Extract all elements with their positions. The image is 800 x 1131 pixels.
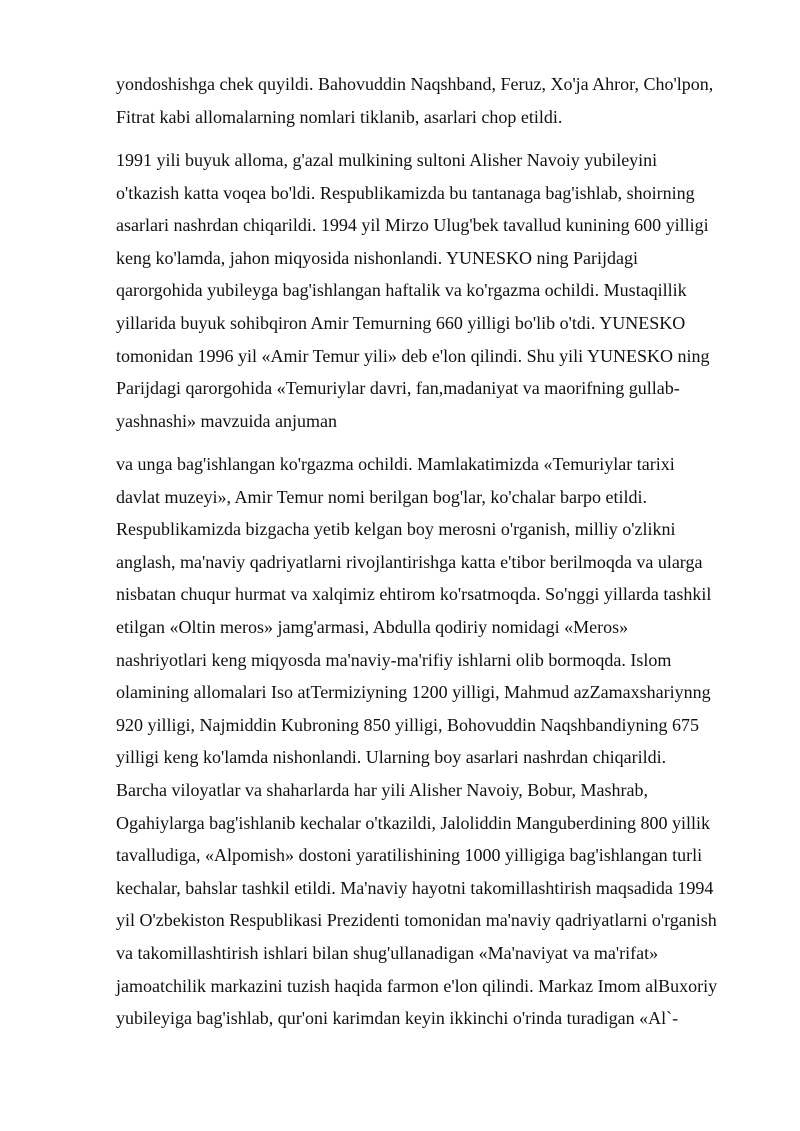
text-line: Ogahiylarga bag'ishlanib kechalar o'tkazildi, Jaloliddin Manguberdining 800 yillik bbox=[116, 812, 711, 833]
paragraph-3 bbox=[116, 448, 766, 1035]
text-line: va unga bag'ishlangan ko'rgazma ochildi. Mamlakatimizda «Temuriylar tarixi bbox=[116, 454, 675, 474]
text-line: anglash, ma'naviy qadriyatlarni rivojlantirishga katta e'tibor berilmoqda va ularga bbox=[116, 551, 703, 572]
text-line: tomonidan 1996 yil «Amir Temur yili» deb e'lon qilindi. Shu yili YUNESKO ning bbox=[116, 345, 710, 366]
paragraph-1 bbox=[116, 68, 766, 133]
text-line: 920 yilligi, Najmiddin Kubroning 850 yilligi, Bohovuddin Naqshbandiyning 675 bbox=[116, 714, 699, 735]
text-line: asarlari nashrdan chiqarildi. 1994 yil Mirzo Ulug'bek tavallud kunining 600 yilligi bbox=[116, 215, 709, 236]
text-line: davlat muzeyi», Amir Temur nomi berilgan bog'lar, ko'chalar barpo etildi. bbox=[116, 486, 648, 507]
text-line: 1991 yili buyuk alloma, g'azal mulkining sultoni Alisher Navoiy yubileyini bbox=[116, 150, 658, 170]
text-line: kechalar, bahslar tashkil etildi. Ma'naviy hayotni takomillashtirish maqsadida 1994 bbox=[116, 877, 714, 898]
text-line: etilgan «Oltin meros» jamg'armasi, Abdulla qodiriy nomidagi «Meros» bbox=[116, 616, 629, 637]
text-line: va takomillashtirish ishlari bilan shug'ullanadigan «Ma'naviyat va ma'rifat» bbox=[116, 942, 659, 963]
paragraph-2 bbox=[116, 144, 766, 437]
text-line: jamoatchilik markazini tuzish haqida farmon e'lon qilindi. Markaz Imom alBuxoriy bbox=[116, 975, 718, 996]
text-line: yil O'zbekiston Respublikasi Prezidenti tomonidan ma'naviy qadriyatlarni o'rganish bbox=[116, 910, 717, 931]
text-line: o'tkazish katta voqea bo'ldi. Respublikamizda bu tantanaga bag'ishlab, shoirning bbox=[116, 182, 695, 203]
text-line: yubileyiga bag'ishlab, qur'oni karimdan keyin ikkinchi o'rinda turadigan «Al`- bbox=[116, 1008, 679, 1029]
text-line: yondoshishga chek quyildi. Bahovuddin Naqshband, Feruz, Xo'ja Ahror, Cho'lpon, bbox=[116, 74, 714, 94]
text-line: Fitrat kabi allomalarning nomlari tiklanib, asarlari chop etildi. bbox=[116, 106, 563, 127]
text-line: tavalludiga, «Alpomish» dostoni yaratilishining 1000 yilligiga bag'ishlangan turli bbox=[116, 845, 703, 866]
text-line: keng ko'lamda, jahon miqyosida nishonlandi. YUNESKO ning Parijdagi bbox=[116, 247, 639, 268]
text-line: yashnashi» mavzuida anjuman bbox=[116, 410, 337, 431]
text-line: yillarida buyuk sohibqiron Amir Temurning 660 yilligi bo'lib o'tdi. YUNESKO bbox=[116, 312, 686, 333]
text-line: qarorgohida yubileyga bag'ishlangan haftalik va ko'rgazma ochildi. Mustaqillik bbox=[116, 280, 687, 301]
text-line: Respublikamizda bizgacha yetib kelgan boy merosni o'rganish, milliy o'zlikni bbox=[116, 519, 676, 540]
text-line: nisbatan chuqur hurmat va xalqimiz ehtirom ko'rsatmoqda. So'nggi yillarda tashkil bbox=[116, 584, 712, 605]
text-line: yilligi keng ko'lamda nishonlandi. Ularning boy asarlari nashrdan chiqarildi. bbox=[116, 747, 667, 768]
text-line: Parijdagi qarorgohida «Temuriylar davri, fan,madaniyat va maorifning gullab- bbox=[116, 378, 680, 399]
text-line: Barcha viloyatlar va shaharlarda har yili Alisher Navoiy, Bobur, Mashrab, bbox=[116, 779, 648, 800]
text-line: nashriyotlari keng miqyosda ma'naviy-ma'rifiy ishlarni olib bormoqda. Islom bbox=[116, 649, 672, 670]
text-line: olamining allomalari Iso atTermiziyning 1200 yilligi, Mahmud azZamaxshariynng bbox=[116, 682, 711, 703]
